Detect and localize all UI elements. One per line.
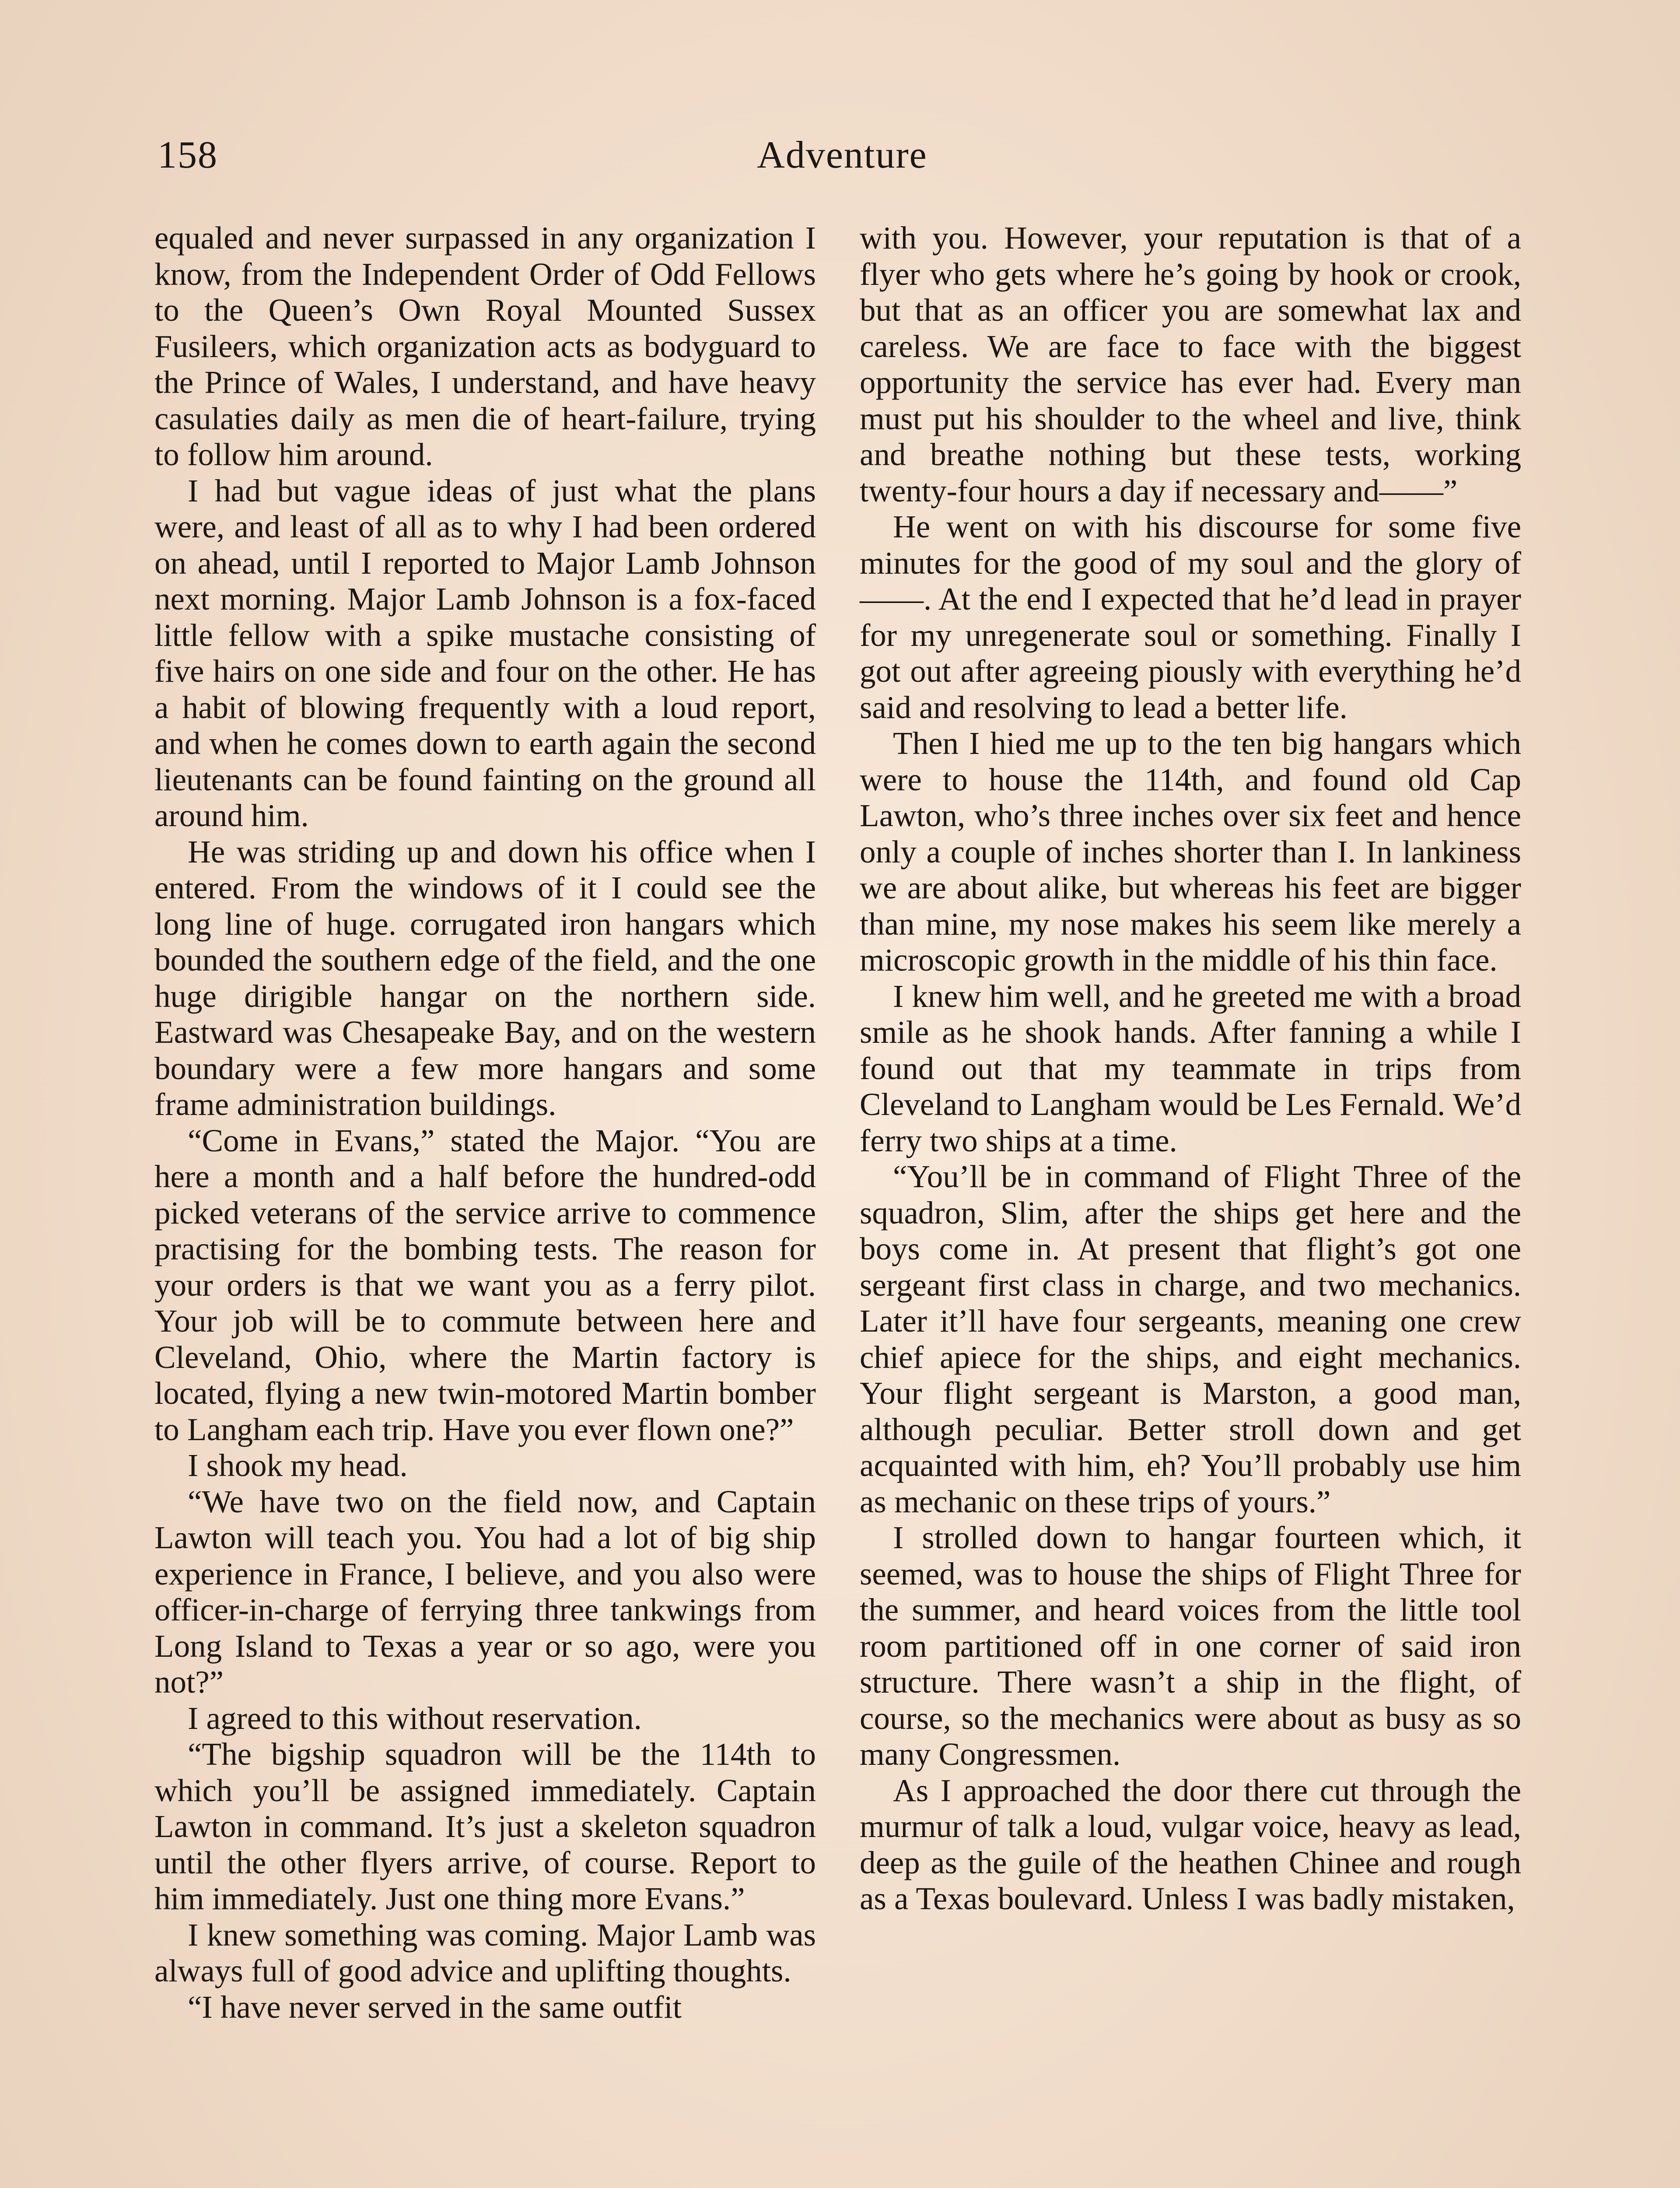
paragraph: He was striding up and down his office when I entered. From the windows of it I could see the long line of huge. corrugated iron hangars which bounded the southern edge of the field, and the one huge dirigible hangar on the northern side. Eastward was Chesapeake Bay, and on the western boundary were a few more hangars and some frame administration buildings. xyxy=(154,834,816,1122)
left-column xyxy=(154,220,816,2025)
paragraph: I knew something was coming. Major Lamb was always full of good advice and uplifting thoughts. xyxy=(154,1917,816,1988)
paragraph: I knew him well, and he greeted me with a broad smile as he shook hands. After fanning a while I found out that my teammate in trips from Cleveland to Langham would be Les Fernald. We’d ferry two ships at a time. xyxy=(860,978,1521,1158)
paragraph: I strolled down to hangar fourteen which, it seemed, was to house the ships of Flight Three for the summer, and heard voices from the little tool room partitioned off in one corner of said iron structure. There wasn’t a ship in the flight, of course, so the mechanics were about as busy as so many Congressmen. xyxy=(860,1520,1521,1772)
paragraph: with you. However, your reputation is that of a flyer who gets where he’s going by hook or crook, but that as an officer you are somewhat lax and careless. We are face to face with the biggest opportunity the service has ever had. Every man must put his shoulder to the wheel and live, think and breathe nothing but these tests, working twenty-four hours a day if necessary and——” xyxy=(860,220,1521,508)
paragraph: He went on with his discourse for some five minutes for the good of my soul and the glory of ——. At the end I expected that he’d lead in prayer for my unregenerate soul or something. Finally I got out after agreeing piously with everything he’d said and resolving to lead a better life. xyxy=(860,509,1521,725)
paragraph: I agreed to this without reservation. xyxy=(188,1700,642,1736)
right-column xyxy=(860,220,1521,1917)
paragraph: “Come in Evans,” stated the Major. “You are here a month and a half before the hundred-odd picked veterans of the service arrive to commence practising for the bombing tests. The reason for your orders is that we want you as a ferry pilot. Your job will be to commute between here and Cleveland, Ohio, where the Martin factory is located, flying a new twin-motored Martin bomber to Langham each trip. Have you ever flown one?” xyxy=(154,1122,816,1447)
page-number: 158 xyxy=(158,134,218,176)
paragraph: equaled and never surpassed in any organization I know, from the Independent Order of Odd Fellows to the Queen’s Own Royal Mounted Sussex Fusileers, which organization acts as bodyguard to the Prince of Wales, I understand, and have heavy casulaties daily as men die of heart-failure, trying to follow him around. xyxy=(154,220,816,472)
paragraph: “We have two on the field now, and Captain Lawton will teach you. You had a lot of big ship experience in France, I believe, and you also were officer-in-charge of ferrying three tankwings from Long Island to Texas a year or so ago, were you not?” xyxy=(154,1483,816,1700)
paragraph: “I have never served in the same outfit xyxy=(188,1989,682,2025)
paragraph: “The bigship squadron will be the 114th to which you’ll be assigned immediately. Captain Lawton in command. It’s just a skeleton squadron until the other flyers arrive, of course. Report to him immediately. Just one thing more Evans.” xyxy=(154,1736,816,1916)
paragraph: I had but vague ideas of just what the plans were, and least of all as to why I had been ordered on ahead, until I reported to Major Lamb Johnson next morning. Major Lamb Johnson is a fox-faced little fellow with a spike mustache consisting of five hairs on one side and four on the other. He has a habit of blowing frequently with a loud report, and when he comes down to earth again the second lieutenants can be found fainting on the ground all around him. xyxy=(154,473,816,833)
paragraph: Then I hied me up to the ten big hangars which were to house the 114th, and found old Cap Lawton, who’s three inches over six feet and hence only a couple of inches shorter than I. In lankiness we are about alike, but whereas his feet are bigger than mine, my nose makes his seem like merely a microscopic growth in the middle of his thin face. xyxy=(860,726,1521,978)
paragraph: I shook my head. xyxy=(188,1448,408,1483)
paragraph: “You’ll be in command of Flight Three of the squadron, Slim, after the ships get here and the boys come in. At present that flight’s got one sergeant first class in charge, and two mechanics. Later it’ll have four sergeants, meaning one crew chief apiece for the ships, and eight mechanics. Your flight sergeant is Marston, a good man, although peculiar. Better stroll down and get acquainted with him, eh? You’ll probably use him as mechanic on these trips of yours.” xyxy=(860,1159,1521,1519)
paragraph: As I approached the door there cut through the murmur of talk a loud, vulgar voice, heavy as lead, deep as the guile of the heathen Chinee and rough as a Texas boulevard. Unless I was badly mistaken, xyxy=(860,1772,1521,1916)
running-title: Adventure xyxy=(757,134,928,176)
page-header xyxy=(158,127,1527,184)
